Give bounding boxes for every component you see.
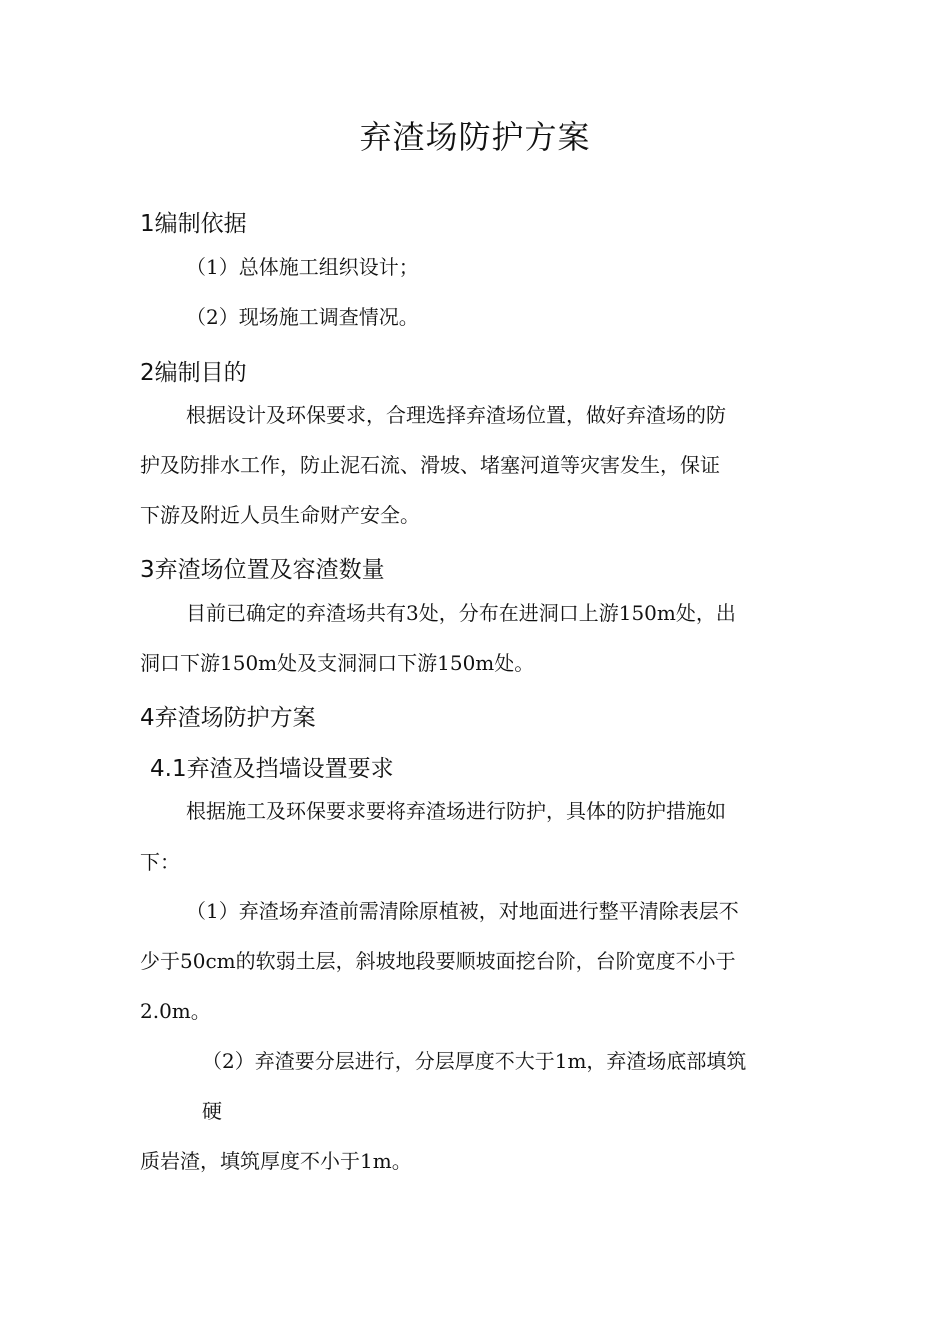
section-1-heading: 1编制依据 <box>140 211 247 237</box>
section-4-1-heading: 4.1弃渣及挡墙设置要求 <box>150 756 394 782</box>
section-4-intro-line-1: 根据施工及环保要求要将弃渣场进行防护，具体的防护措施如 <box>186 799 726 823</box>
document-title: 弃渣场防护方案 <box>359 118 591 156</box>
section-4-item-1-line-1: （1）弃渣场弃渣前需清除原植被，对地面进行整平清除表层不 <box>186 899 739 923</box>
section-3-line-1: 目前已确定的弃渣场共有3处，分布在进洞口上游150m处，出 <box>186 601 736 625</box>
section-3-line-2: 洞口下游150m处及支洞洞口下游150m处。 <box>140 651 535 675</box>
section-4-item-2-line-1: （2）弃渣要分层进行，分层厚度不大于1m，弃渣场底部填筑 <box>202 1049 747 1073</box>
section-2-line-2: 护及防排水工作，防止泥石流、滑坡、堵塞河道等灾害发生，保证 <box>140 453 720 477</box>
section-3-heading: 3弃渣场位置及容渣数量 <box>140 557 385 583</box>
section-1-item-1: （1）总体施工组织设计； <box>186 255 419 279</box>
section-2-line-1: 根据设计及环保要求，合理选择弃渣场位置，做好弃渣场的防 <box>186 403 726 427</box>
section-1-item-2: （2）现场施工调查情况。 <box>186 305 419 329</box>
section-4-item-2-line-2: 硬 <box>202 1099 222 1123</box>
section-2-line-3: 下游及附近人员生命财产安全。 <box>140 503 420 527</box>
section-4-heading: 4弃渣场防护方案 <box>140 705 316 731</box>
section-4-item-1-line-2: 少于50cm的软弱土层，斜坡地段要顺坡面挖台阶，台阶宽度不小于 <box>140 949 736 973</box>
section-4-intro-line-2: 下： <box>140 850 180 874</box>
section-2-heading: 2编制目的 <box>140 360 247 386</box>
section-4-item-1-line-3: 2.0m。 <box>140 999 211 1023</box>
section-4-item-2-line-3: 质岩渣，填筑厚度不小于1m。 <box>140 1149 412 1173</box>
